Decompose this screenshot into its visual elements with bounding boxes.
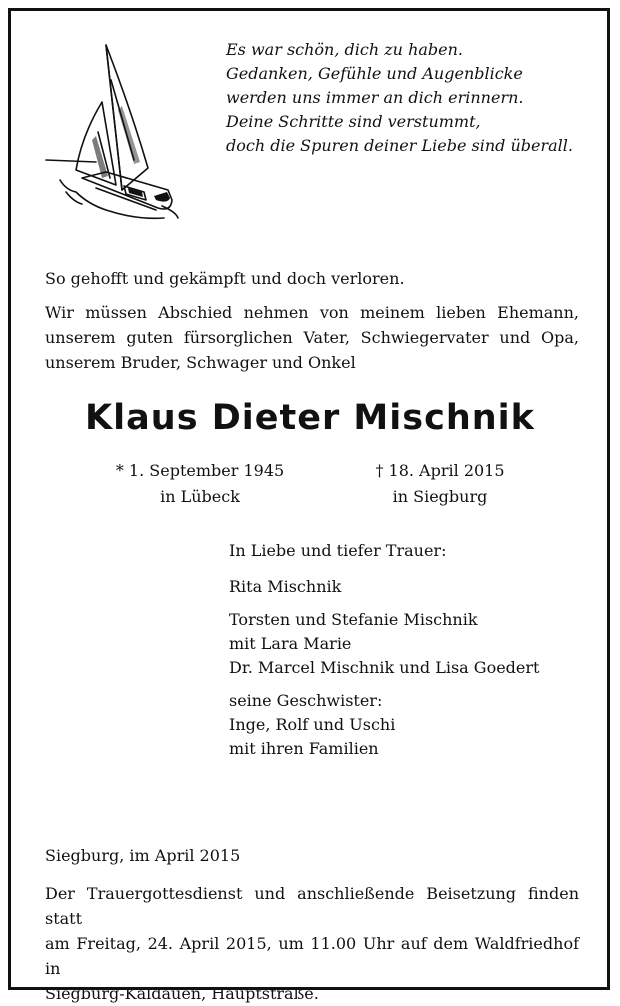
intro-line: So gehofft und gekämpft und doch verloren. (45, 269, 405, 288)
mourner-line: Inge, Rolf und Uschi (229, 715, 396, 734)
poem-line: Es war schön, dich zu haben. (226, 40, 464, 59)
mourner-line: seine Geschwister: (229, 691, 383, 710)
birth-place: in Lübeck (160, 487, 240, 506)
service-line: Siegburg-Kaldauen, Hauptstraße. (45, 984, 319, 1003)
deceased-name: Klaus Dieter Mischnik (85, 398, 535, 438)
mourner-line: Rita Mischnik (229, 577, 342, 596)
poem-line: werden uns immer an dich erinnern. (226, 88, 524, 107)
intro-text (45, 266, 579, 375)
mourner-line: Torsten und Stefanie Mischnik (229, 610, 478, 629)
mourner-line: mit ihren Familien (229, 739, 379, 758)
poem-line: doch die Spuren deiner Liebe sind überall. (226, 136, 573, 155)
service-line: am Freitag, 24. April 2015, um 11.00 Uhr auf dem Waldfriedhof in (45, 934, 579, 978)
mourner-line: mit Lara Marie (229, 634, 352, 653)
mourner-line: Dr. Marcel Mischnik und Lisa Goedert (229, 658, 540, 677)
announcement-paragraph (45, 300, 579, 375)
mourner-group (229, 575, 599, 599)
service-line: Der Trauergottesdienst und anschließende Beisetzung finden statt (45, 884, 579, 928)
mourners-list (229, 539, 599, 770)
poem-line: Deine Schritte sind verstummt, (226, 112, 481, 131)
poem-line: Gedanken, Gefühle und Augenblicke (226, 64, 523, 83)
announcement-line: Wir müssen Abschied nehmen von meinem lieben Ehemann, (45, 303, 579, 322)
mourner-group (229, 689, 599, 761)
sailboat-illustration (36, 40, 186, 230)
death-date: † 18. April 2015 (375, 461, 505, 480)
announcement-line: unserem guten fürsorglichen Vater, Schwiegervater und Opa, (45, 328, 579, 347)
death-info (340, 458, 540, 510)
place-date: Siegburg, im April 2015 (45, 846, 241, 865)
mourners-header: In Liebe und tiefer Trauer: (229, 541, 447, 560)
death-place: in Siegburg (392, 487, 488, 506)
birth-date: * 1. September 1945 (115, 461, 285, 480)
footer-text (45, 843, 579, 1006)
memorial-poem (226, 38, 596, 158)
birth-info (100, 458, 300, 510)
mourner-group (229, 608, 599, 680)
announcement-line: unserem Bruder, Schwager und Onkel (45, 353, 356, 372)
service-info (45, 881, 579, 1006)
